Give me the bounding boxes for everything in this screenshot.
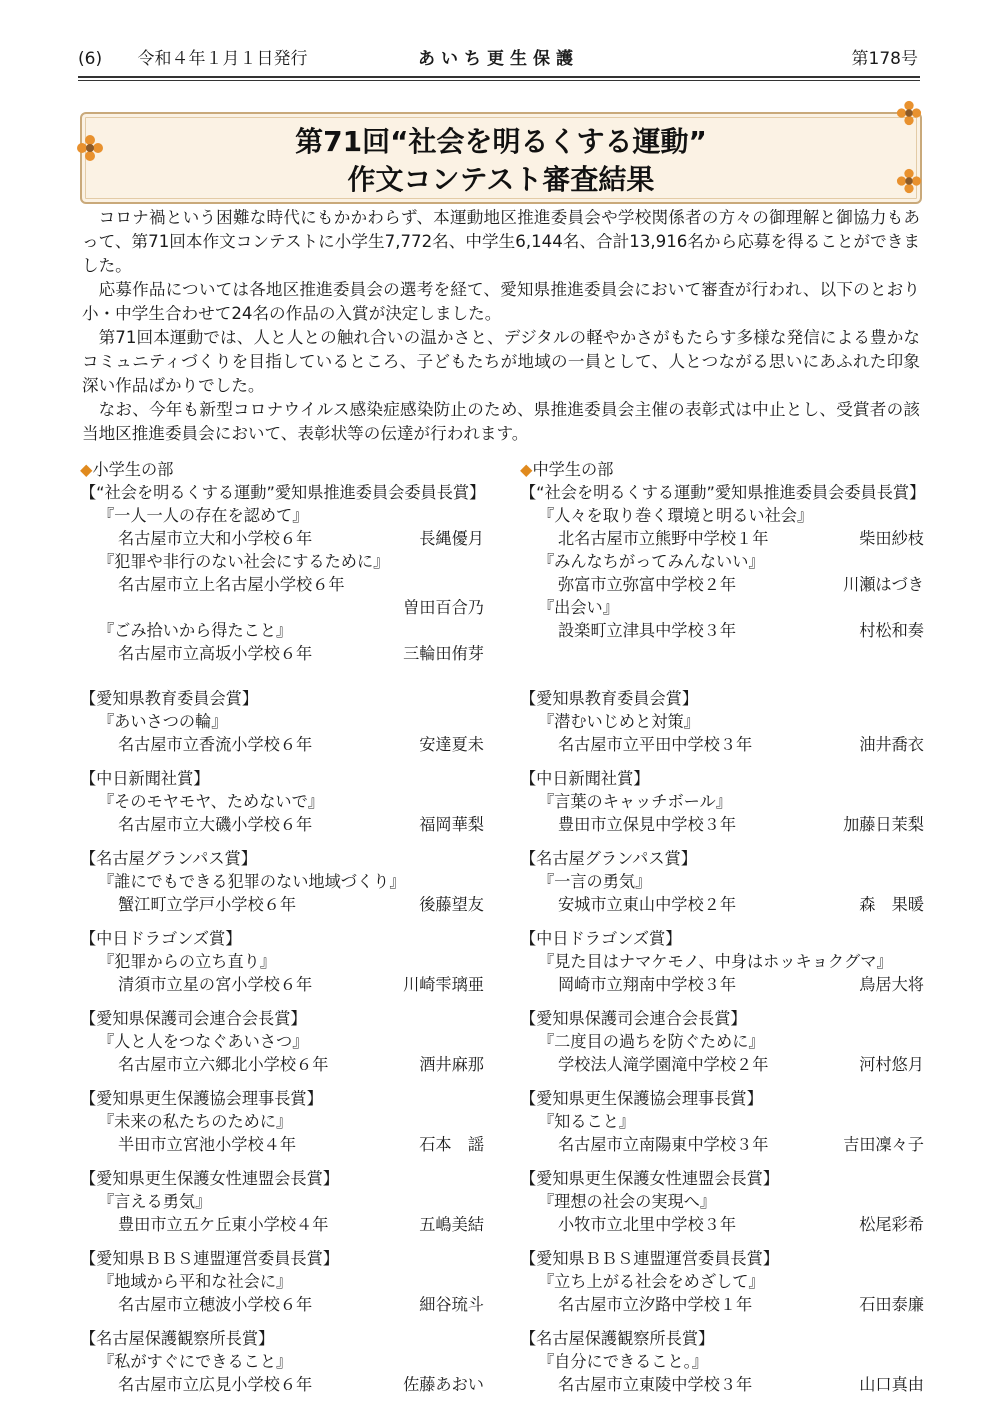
- award-heading: 【名古屋保護観察所長賞】: [520, 1329, 715, 1348]
- school-name: 北名古屋市立熊野中学校１年: [558, 529, 769, 548]
- student-name: 石本 謡: [419, 1135, 484, 1154]
- essay-title: 『人と人をつなぐあいさつ』: [98, 1032, 309, 1051]
- entry-line: [520, 973, 930, 996]
- intro-paragraph: 応募作品については各地区推進委員会の選考を経て、愛知県推進委員会において審査が行われ、以下のとおり小・中学生合わせて24名の作品の入賞が決定しました。: [82, 280, 920, 323]
- award-heading: 【中日ドラゴンズ賞】: [520, 929, 682, 948]
- school-name: 半田市立宮池小学校４年: [118, 1135, 297, 1154]
- school-name: 名古屋市立穂波小学校６年: [118, 1295, 313, 1314]
- student-name: 鳥居大将: [859, 975, 924, 994]
- student-name: 五嶋美結: [419, 1215, 484, 1234]
- student-name: 石田泰廉: [859, 1295, 924, 1314]
- school-name: 名古屋市立大磯小学校６年: [118, 815, 313, 834]
- entry-line: [520, 527, 930, 550]
- entry-line: [520, 1133, 930, 1156]
- school-name: 名古屋市立広見小学校６年: [118, 1375, 313, 1394]
- entry-line: [80, 1213, 490, 1236]
- essay-title: 『犯罪からの立ち直り』: [98, 952, 277, 971]
- issue-number: 第178号: [851, 49, 918, 69]
- student-name: 佐藤あおい: [403, 1375, 484, 1394]
- student-name: 曽田百合乃: [403, 598, 484, 617]
- award-heading: 【中日ドラゴンズ賞】: [80, 929, 242, 948]
- award-heading: 【愛知県保護司会連合会長賞】: [80, 1009, 307, 1028]
- flower-ornament-icon: [896, 100, 922, 126]
- school-name: 名古屋市立六郷北小学校６年: [118, 1055, 329, 1074]
- essay-title: 『誰にでもできる犯罪のない地域づくり』: [98, 872, 406, 891]
- school-name: 弥富市立弥富中学校２年: [558, 575, 737, 594]
- entry-line: [80, 813, 490, 836]
- school-name: 学校法人滝学園滝中学校２年: [558, 1055, 769, 1074]
- student-name: 油井喬衣: [859, 735, 924, 754]
- award-heading: 【愛知県ＢＢＳ連盟運営委員長賞】: [520, 1249, 779, 1268]
- entry-line: [80, 893, 490, 916]
- entry-line: [80, 1373, 490, 1396]
- essay-title: 『言える勇気』: [98, 1192, 212, 1211]
- entry-line: [80, 1133, 490, 1156]
- student-name: 酒井麻那: [419, 1055, 484, 1074]
- school-name: 名古屋市立香流小学校６年: [118, 735, 313, 754]
- essay-title: 『出会い』: [538, 598, 619, 617]
- page-number: (6): [78, 49, 103, 69]
- flower-ornament-icon: [896, 168, 922, 194]
- essay-title: 『見た目はナマケモノ、中身はホッキョクグマ』: [538, 952, 893, 971]
- student-name: 後藤望友: [419, 895, 484, 914]
- essay-title: 『みんなちがってみんないい』: [538, 552, 765, 571]
- award-heading: 【名古屋グランパス賞】: [80, 849, 257, 868]
- award-heading: 【“社会を明るくする運動”愛知県推進委員会委員長賞】: [80, 483, 486, 502]
- entry-line: [520, 813, 930, 836]
- school-name: 豊田市立保見中学校３年: [558, 815, 737, 834]
- entry-line: [520, 733, 930, 756]
- school-name: 名古屋市立大和小学校６年: [118, 529, 313, 548]
- student-name: 松尾彩希: [859, 1215, 924, 1234]
- award-heading: 【愛知県更生保護協会理事長賞】: [80, 1089, 323, 1108]
- entry-line: [80, 973, 490, 996]
- award-heading: 【愛知県更生保護女性連盟会長賞】: [80, 1169, 339, 1188]
- essay-title: 『言葉のキャッチボール』: [538, 792, 732, 811]
- junior-high-section: [520, 458, 930, 1396]
- award-heading: 【愛知県教育委員会賞】: [520, 689, 699, 708]
- essay-title: 『自分にできること。』: [538, 1352, 708, 1371]
- diamond-icon: ◆: [520, 460, 533, 479]
- essay-title: 『知ること』: [538, 1112, 636, 1131]
- entry-line: [80, 642, 490, 665]
- award-heading: 【名古屋保護観察所長賞】: [80, 1329, 275, 1348]
- school-name: 豊田市立五ケ丘東小学校４年: [118, 1215, 329, 1234]
- school-name: 小牧市立北里中学校３年: [558, 1215, 737, 1234]
- essay-title: 『立ち上がる社会をめざして』: [538, 1272, 765, 1291]
- intro-paragraph: なお、今年も新型コロナウイルス感染症感染防止のため、県推進委員会主催の表彰式は中止とし、受賞者の該当地区推進委員会において、表彰状等の伝達が行われます。: [82, 400, 920, 443]
- student-name: 森 果暖: [859, 895, 924, 914]
- elementary-section: [80, 458, 490, 1396]
- entry-line: [520, 619, 930, 642]
- essay-title: 『潜むいじめと対策』: [538, 712, 700, 731]
- entry-line: [80, 1053, 490, 1076]
- award-heading: 【愛知県保護司会連合会長賞】: [520, 1009, 747, 1028]
- flower-ornament-icon: [76, 134, 104, 162]
- school-name: 岡崎市立翔南中学校３年: [558, 975, 737, 994]
- essay-title: 『そのモヤモヤ、ためないで』: [98, 792, 324, 811]
- essay-title: 『二度目の過ちを防ぐために』: [538, 1032, 765, 1051]
- intro-paragraph: コロナ禍という困難な時代にもかかわらず、本運動地区推進委員会や学校関係者の方々の御理解と御協力もあって、第71回本作文コンテストに小学生7,772名、中学生6,144名、合計13,916名から応募を得ることができました。: [82, 208, 920, 275]
- banner-title-line2: 作文コンテスト審査結果: [347, 163, 655, 196]
- essay-title: 『人々を取り巻く環境と明るい社会』: [538, 506, 814, 525]
- school-name: 名古屋市立汐路中学校１年: [558, 1295, 753, 1314]
- essay-title: 『地域から平和な社会に』: [98, 1272, 293, 1291]
- essay-title: 『理想の社会の実現へ』: [538, 1192, 717, 1211]
- issue-date: 令和４年１月１日発行: [137, 49, 308, 69]
- entry-line: [80, 733, 490, 756]
- student-name: 柴田紗枝: [859, 529, 924, 548]
- entry-line: [80, 573, 490, 596]
- award-heading: 【中日新聞社賞】: [80, 769, 210, 788]
- student-name: 河村悠月: [859, 1055, 924, 1074]
- school-name: 清須市立星の宮小学校６年: [118, 975, 313, 994]
- student-name: 川崎雫璃亜: [403, 975, 484, 994]
- entry-line: [520, 893, 930, 916]
- essay-title: 『未来の私たちのために』: [98, 1112, 293, 1131]
- school-name: 蟹江町立学戸小学校６年: [118, 895, 297, 914]
- page-header: [78, 44, 918, 74]
- intro-text: [82, 206, 920, 446]
- title-banner: [80, 112, 922, 204]
- school-name: 名古屋市立南陽東中学校３年: [558, 1135, 769, 1154]
- entry-line: [520, 1053, 930, 1076]
- section-heading: ◆小学生の部: [80, 460, 174, 479]
- essay-title: 『犯罪や非行のない社会にするために』: [98, 552, 390, 571]
- award-heading: 【“社会を明るくする運動”愛知県推進委員会委員長賞】: [520, 483, 926, 502]
- essay-title: 『私がすぐにできること』: [98, 1352, 293, 1371]
- entry-line: [80, 1293, 490, 1316]
- student-name: 安達夏未: [419, 735, 484, 754]
- award-heading: 【愛知県更生保護女性連盟会長賞】: [520, 1169, 779, 1188]
- award-heading: 【愛知県ＢＢＳ連盟運営委員長賞】: [80, 1249, 339, 1268]
- diamond-icon: ◆: [80, 460, 93, 479]
- entry-line: [520, 1213, 930, 1236]
- award-heading: 【中日新聞社賞】: [520, 769, 650, 788]
- header-rule-top: [78, 76, 920, 78]
- entry-line: [520, 573, 930, 596]
- essay-title: 『一言の勇気』: [538, 872, 652, 891]
- student-name: 吉田凜々子: [843, 1135, 924, 1154]
- header-left: [78, 44, 308, 69]
- school-name: 名古屋市立平田中学校３年: [558, 735, 753, 754]
- school-name: 安城市立東山中学校２年: [558, 895, 737, 914]
- school-name: 名古屋市立東陵中学校３年: [558, 1375, 753, 1394]
- publication-title: あいち更生保護: [418, 49, 579, 69]
- entry-line: [80, 527, 490, 550]
- essay-title: 『ごみ拾いから得たこと』: [98, 621, 293, 640]
- award-heading: 【愛知県更生保護協会理事長賞】: [520, 1089, 763, 1108]
- student-name: 加藤日茉梨: [843, 815, 924, 834]
- school-name: 設楽町立津具中学校３年: [558, 621, 737, 640]
- school-name: 名古屋市立高坂小学校６年: [118, 644, 313, 663]
- header-rule-bottom: [78, 80, 920, 81]
- student-name: 村松和奏: [859, 621, 924, 640]
- entry-line: [520, 1373, 930, 1396]
- section-heading: ◆中学生の部: [520, 460, 614, 479]
- essay-title: 『あいさつの輪』: [98, 712, 228, 731]
- banner-title-line1: 第71回“社会を明るくする運動”: [295, 125, 707, 158]
- entry-line: [520, 1293, 930, 1316]
- award-heading: 【愛知県教育委員会賞】: [80, 689, 259, 708]
- student-name: 福岡華梨: [419, 815, 484, 834]
- student-name: 細谷琉斗: [419, 1295, 484, 1314]
- student-name: 長縄優月: [419, 529, 484, 548]
- essay-title: 『一人一人の存在を認めて』: [98, 506, 309, 525]
- school-name: 名古屋市立上名古屋小学校６年: [118, 575, 345, 594]
- student-name: 山口真由: [859, 1375, 924, 1394]
- student-name: 三輪田侑芽: [403, 644, 484, 663]
- student-name: 川瀬はづき: [843, 575, 924, 594]
- intro-paragraph: 第71回本運動では、人と人との触れ合いの温かさと、デジタルの軽やかさがもたらす多様な発信による豊かなコミュニティづくりを目指しているところ、子どもたちが地域の一員として、人とつながる思いにあふれた印象深い作品ばかりでした。: [82, 328, 920, 395]
- award-heading: 【名古屋グランパス賞】: [520, 849, 697, 868]
